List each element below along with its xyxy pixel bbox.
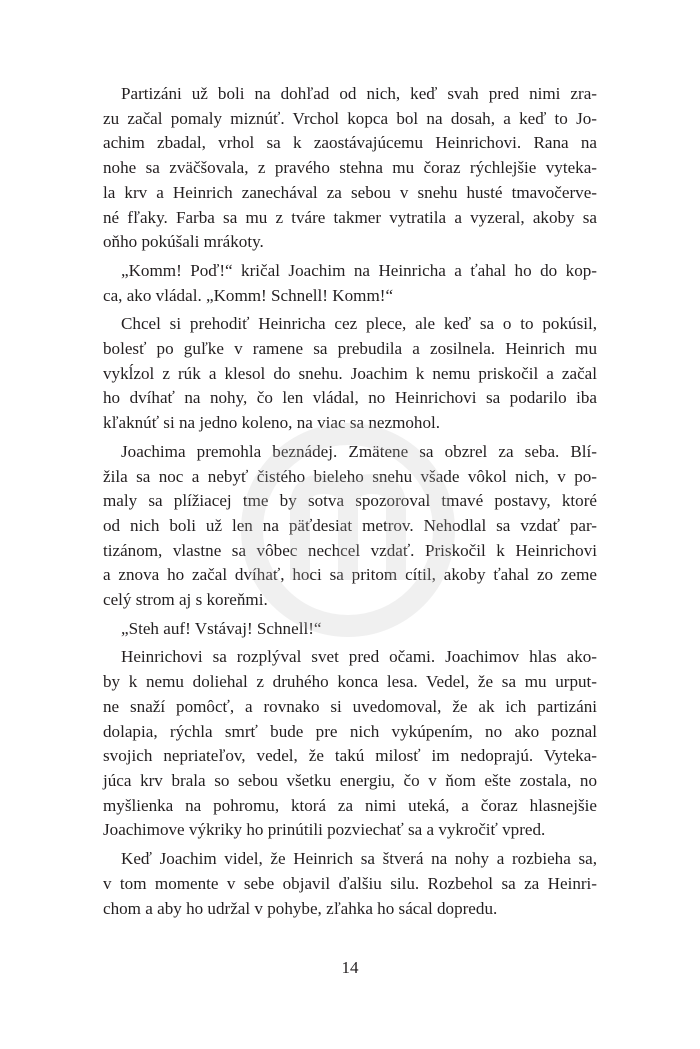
text-line: by k nemu doliehal z druhého konca lesa. Vedel, že sa mu urput- <box>103 672 597 692</box>
paragraph <box>103 645 597 843</box>
text-line: kľaknúť si na jedno koleno, na viac sa nezmohol. <box>103 413 441 433</box>
paragraph <box>103 312 597 436</box>
text-line: „Steh auf! Vstávaj! Schnell!“ <box>121 618 322 638</box>
text-line: Chcel si prehodiť Heinricha cez plece, ale keď sa o to pokúsil, <box>121 314 597 334</box>
text-line: „Komm! Poď!“ kričal Joachim na Heinricha a ťahal ho do kop- <box>121 260 597 280</box>
text-line: v tom momente v sebe objavil ďalšiu silu. Rozbehol sa za Heinri- <box>103 873 597 893</box>
text-line: ca, ako vládal. „Komm! Schnell! Komm!“ <box>103 285 394 305</box>
text-line: zu začal pomaly miznúť. Vrchol kopca bol na dosah, a keď to Jo- <box>103 108 597 128</box>
text-line: tizánom, vlastne sa vôbec nechcel vzdať. Priskočil k Heinrichovi <box>103 540 597 560</box>
text-line: la krv a Heinrich zanechával za sebou v snehu husté tmavočerve- <box>103 182 597 202</box>
text-line: dolapia, rýchla smrť bude pre nich vykúpením, no ako poznal <box>103 721 597 741</box>
text-line: achim zbadal, vrhol sa k zaostávajúcemu Heinrichovi. Rana na <box>103 133 597 153</box>
text-line: ho dvíhať na nohy, čo len vládal, no Heinrichovi sa podarilo iba <box>103 388 597 408</box>
text-line: vykĺzol z rúk a klesol do snehu. Joachim k nemu priskočil a začal <box>103 363 597 383</box>
paragraph <box>103 847 597 921</box>
text-line: maly sa plížiacej tme by sotva spozoroval tmavé postavy, ktoré <box>103 491 597 511</box>
text-line: celý strom aj s koreňmi. <box>103 590 268 610</box>
text-line: nohe sa zväčšovala, z pravého stehna mu čoraz rýchlejšie vyteka- <box>103 158 597 178</box>
text-line: svojich nepriateľov, vedel, že takú milosť im nedoprajú. Vyteka- <box>103 746 597 766</box>
text-line: bolesť po guľke v ramene sa prebudila a zosilnela. Heinrich mu <box>103 339 597 359</box>
text-line: oňho pokúšali mrákoty. <box>103 232 264 252</box>
text-line: žila sa noc a nebyť čistého bieleho snehu všade vôkol nich, v po- <box>103 466 597 486</box>
text-line: ne snaží pomôcť, a rovnako si uvedomoval, že ak ich partizáni <box>103 696 597 716</box>
paragraph <box>103 82 597 255</box>
paragraph <box>103 259 597 308</box>
page-number: 14 <box>341 958 359 977</box>
text-line: júca krv brala so sebou všetku energiu, čo v ňom ešte zostala, no <box>103 770 597 790</box>
text-line: né fľaky. Farba sa mu z tváre takmer vytratila a vyzeral, akoby sa <box>103 207 597 227</box>
paragraph <box>103 440 597 613</box>
text-line: Joachima premohla beznádej. Zmätene sa obzrel za seba. Blí- <box>121 441 597 461</box>
text-line: od nich boli už len na päťdesiat metrov. Nehodlal sa vzdať par- <box>103 515 597 535</box>
body-text <box>103 82 597 925</box>
text-line: Keď Joachim videl, že Heinrich sa štverá na nohy a rozbieha sa, <box>121 849 597 869</box>
text-line: myšlienka na pohromu, ktorá za nimi uteká, a čoraz hlasnejšie <box>103 795 597 815</box>
text-line: Heinrichovi sa rozplýval svet pred očami. Joachimov hlas ako- <box>121 647 597 667</box>
paragraph <box>103 617 597 642</box>
text-line: Partizáni už boli na dohľad od nich, keď svah pred nimi zra- <box>121 84 597 103</box>
text-line: chom a aby ho udržal v pohybe, zľahka ho sácal dopredu. <box>103 898 498 918</box>
text-line: a znova ho začal dvíhať, hoci sa pritom cítil, akoby ťahal zo zeme <box>103 565 597 585</box>
text-line: Joachimove výkriky ho prinútili pozviechať sa a vykročiť vpred. <box>103 820 546 840</box>
